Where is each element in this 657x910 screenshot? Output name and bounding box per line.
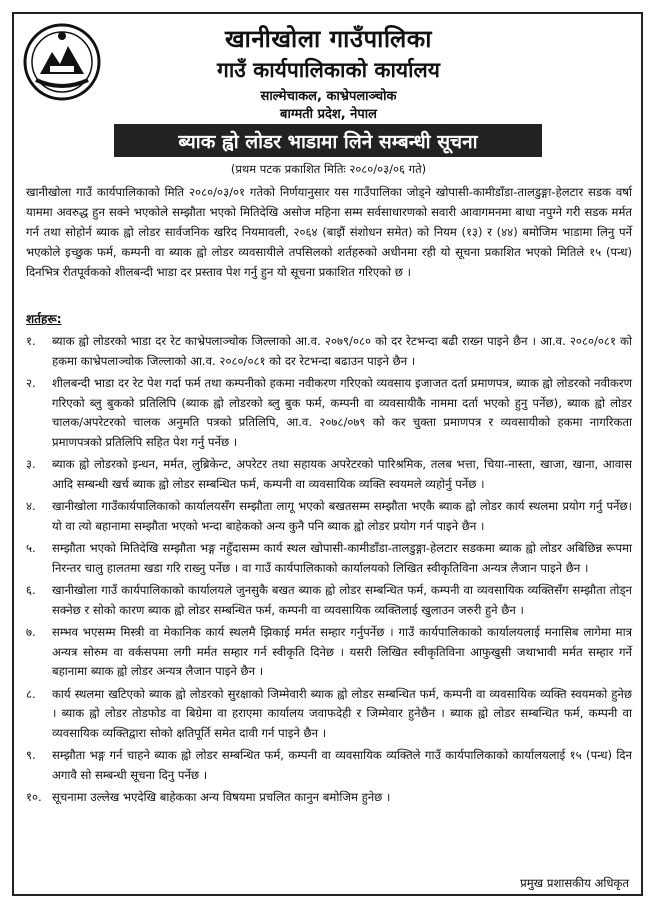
term-number: १.: [26, 334, 36, 348]
term-item: [26, 455, 632, 494]
term-number: ७.: [26, 625, 36, 639]
term-item: [26, 497, 632, 536]
terms-list: [26, 332, 632, 811]
term-text: सूचनामा उल्लेख भएदेखि बाहेकका अन्य विषयमा प्रचलित कानुन बमोजिम हुनेछ ।: [52, 790, 391, 804]
term-text: खानीखोला गाउँ कार्यपालिकाको कार्यालयले जुनसुकै बखत ब्याक ह्वो लोडर सम्बन्धित फर्म, कम्पनी वा व्यवसायिक व्यक्तिसँग सम्झौता तोड्न सक्नेछ र सोको कारण ब्याक ह्वो लोडर सम्बन्धित फर्म, कम्पनी वा व्यवसायिक व्यक्तिलाई खुलाउन जरुरी हुने छैन ।: [52, 583, 632, 617]
province-name: बाग्मती प्रदेश, नेपाल: [280, 107, 377, 122]
office-address: साल्मेचाकल, काभ्रेपलाञ्चोक: [260, 89, 397, 104]
term-item: [26, 788, 632, 808]
term-text: सम्झौता भएको मितिदेखि सम्झौता भङ्ग नहुँदासम्म कार्य स्थल खोपासी-कामीडाँडा-तालडुङ्गा-हेलटार सडकमा ब्याक ह्वो लोडर अबिछिन्न रूपमा निरन्तर चालु हालतमा खडा गरि राख्नु पर्नेछ । वा गाउँ कार्यपालिकाको कार्यालयको लिखित स्वीकृतिविना अन्यत्र लैजान पाइने छैन ।: [52, 541, 632, 575]
notice-intro: खानीखोला गाउँ कार्यपालिकाको मिति २०८०/०३/०१ गतेको निर्णयानुसार यस गाउँपालिका जोड्ने खोपासी-कामीडाँडा-तालडुङ्गा-हेलटार सडक वर्षा याममा अवरुद्ध हुन सक्ने भएकोले सम्झौता भएको मितिदेखि असोज महिना सम्म सर्वसाधारणको सवारी आवागमनमा बाधा नपुग्ने गरी सडक मर्मत गर्न तथा सोहोर्न ब्याक ह्वो लोडर सार्वजनिक खरिद नियमावली, २०६४ (बाइौं संशोधन समेत) को नियम (१३) र (४४) बमोजिम भाडामा लिनु पर्ने भएकोले इच्छुक फर्म, कम्पनी वा ब्याक ह्वो लोडर व्यवसायीले तपसिलको शर्तहरुको अधीनमा रही यो सूचना प्रकाशित भएको मितिले १५ (पन्ध) दिनभित्र रीतपूर्वकको शीलबन्दी भाडा दर प्रस्ताव पेश गर्नु हुन यो सूचना प्रकाशित गरिएको छ ।: [26, 185, 632, 279]
terms-heading: शर्तहरू:: [26, 312, 62, 326]
term-number: १०.: [26, 790, 42, 804]
term-item: [26, 623, 632, 682]
term-number: ८.: [26, 686, 36, 701]
term-text: सम्भव भएसम्म मिस्त्री वा मेकानिक कार्य स्थलमै झिकाई मर्मत सम्हार गर्नुपर्नेछ । गाउँ कार्यपालिकाको कार्यालयलाई मनासिब लागेमा मात्र अन्यत्र सोरुम वा वर्कसपमा लगी मर्मत सम्हार गर्न स्वीकृति दिनेछ । यसरी लिखित स्वीकृतिविना आफुखुसी जथाभावी मर्मत सम्हार गर्ने बहानामा ब्याक ह्वो लोडर अन्यत्र लैजान पाइने छैन ।: [52, 625, 632, 678]
term-item: [26, 539, 632, 578]
term-text: खानीखोला गाउँकार्यपालिकाको कार्यालयसँग सम्झौता लागू भएको बखतसम्म सम्झौता भएकै ब्याक ह्वो लोडर कार्य स्थलमा प्रयोग गर्नु पर्नेछ। यो वा त्यो बहानामा सम्झौता भएको भन्दा बाहेकको अन्य कुनै पनि ब्याक ह्वो लोडर प्रयोग गर्न पाइने छैन ।: [52, 499, 632, 533]
municipality-name: खानीखोला गाउँपालिका: [225, 25, 432, 53]
term-item: [26, 332, 632, 371]
term-text: कार्य स्थलमा खटिएको ब्याक ह्वो लोडरको सुरक्षाको जिम्मेवारी ब्याक ह्वो लोडर सम्बन्धित फर्म, कम्पनी वा व्यवसायिक व्यक्ति स्वयमको हुनेछ । ब्याक ह्वो लोडर तोडफोड वा बिग्रेमा वा हराएमा कार्यालय जवाफदेही र जिम्मेवार हुनेछैन । ब्याक ह्वो लोडर सम्बन्धित फर्म, कम्पनी वा व्यवसायिक व्यक्तिद्वारा सोको क्षतिपूर्ति समेत दावी गर्न पाइने छैन ।: [52, 686, 632, 740]
term-item: [26, 374, 632, 452]
term-number: ९.: [26, 748, 36, 762]
term-number: ४.: [26, 499, 36, 513]
signatory-title: प्रमुख प्रशासकीय अधिकृत: [520, 876, 629, 890]
term-text: ब्याक ह्वो लोडरको इन्धन, मर्मत, लुब्रिकेन्ट, अपरेटर तथा सहायक अपरेटरको पारिश्रमिक, तलब भत्ता, चिया-नास्ता, खाजा, खाना, आवास आदि सम्बन्धी खर्च ब्याक ह्वो लोडर सम्बन्धित फर्म, कम्पनी वा व्यवसायिक व्यक्ति स्वयमले व्यहोर्नु पर्नेछ ।: [52, 457, 632, 491]
term-text: ब्याक ह्वो लोडरको भाडा दर रेट काभ्रेपलाञ्चोक जिल्लाको आ.व. २०७९/०८० को दर रेटभन्दा बढी राख्न पाइने छैन । आ.व. २०८०/०८१ को हकमा काभ्रेपलाञ्चोक जिल्लाको आ.व. २०८०/०८१ को दर रेटभन्दा बढाउन पाइने छैन ।: [52, 334, 632, 368]
term-item: [26, 581, 632, 620]
term-number: ५.: [26, 541, 36, 555]
term-text: शीलबन्दी भाडा दर रेट पेश गर्दा फर्म तथा कम्पनीको हकमा नवीकरण गरिएको व्यवसाय इजाजत दर्ता प्रमाणपत्र, ब्याक ह्वो लोडरको नवीकरण गरिएको ब्लु बुकको प्रतिलिपि (ब्याक ह्वो लोडरको ब्लु बुक फर्म, कम्पनी वा व्यवसायीकै नाममा दर्ता भएको हुनु पर्नेछ), ब्याक ह्वो लोडर चालक/अपरेटरको चालक अनुमति पत्रको प्रतिलिपि, आ.व. २०७८/०७९ को कर चुक्ता प्रमाणपत्र र व्यवसायीको हकमा नागरिकता प्रमाणपत्रको प्रतिलिपि सहित पेश गर्नु पर्नेछ ।: [52, 376, 632, 449]
term-item: [26, 685, 632, 744]
term-text: सम्झौता भङ्ग गर्न चाहने ब्याक ह्वो लोडर सम्बन्धित फर्म, कम्पनी वा व्यवसायिक व्यक्तिले गाउँ कार्यपालिकाको कार्यालयलाई १५ (पन्ध) दिन अगावै सो सम्बन्धी सूचना दिनु पर्नेछ ।: [52, 748, 632, 782]
publication-date: (प्रथम पटक प्रकाशित मितिः २०८०/०३/०६ गते): [230, 162, 427, 176]
office-name: गाउँ कार्यपालिकाको कार्यालय: [217, 58, 440, 82]
term-item: [26, 746, 632, 785]
term-number: ६.: [26, 583, 36, 597]
term-number: २.: [26, 376, 36, 390]
term-number: ३.: [26, 457, 36, 471]
notice-title: ब्याक ह्वो लोडर भाडामा लिने सम्बन्धी सूचना: [114, 124, 542, 157]
